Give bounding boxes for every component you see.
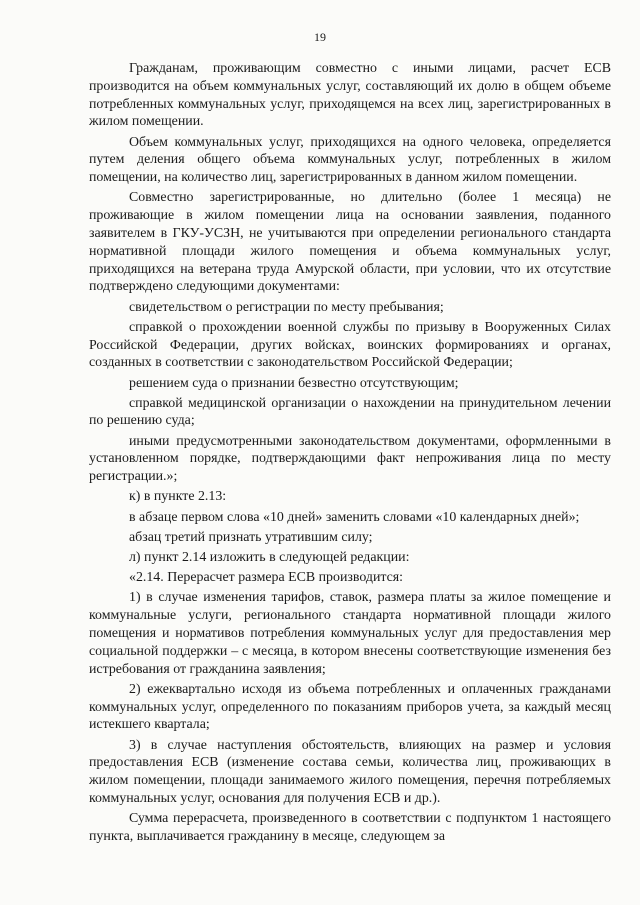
paragraph: Объем коммунальных услуг, приходящихся на одного человека, определяется путем деления общего объема коммунальных услуг, потребленных в жилом помещении, на количество лиц, зарегистрированных в данном жилом помещении. [89, 134, 611, 186]
paragraph: абзац третий признать утратившим силу; [129, 529, 373, 545]
paragraph: к) в пункте 2.13: [129, 489, 227, 505]
paragraph: решением суда о признании безвестно отсутствующим; [129, 375, 459, 391]
paragraph: иными предусмотренными законодательством документами, оформленными в установленном порядке, подтверждающими факт непроживания лица по месту регистрации.»; [89, 433, 611, 485]
paragraph: л) пункт 2.14 изложить в следующей редакции: [129, 550, 410, 566]
paragraph: 1) в случае изменения тарифов, ставок, размера платы за жилое помещение и коммунальные услуги, регионального стандарта нормативной площади жилого помещения и нормативов потребления коммунальных услуг для предоставления мер социальной поддержки – с месяца, в котором внесены соответствующие изменения без истребования от гражданина заявления; [89, 590, 611, 677]
paragraph: «2.14. Перерасчет размера ЕСВ производится: [129, 570, 404, 586]
paragraph: 2) ежеквартально исходя из объема потребленных и оплаченных гражданами коммунальных услуг, определенного по показаниям приборов учета, за каждый месяц истекшего квартала; [89, 681, 611, 733]
paragraph: в абзаце первом слова «10 дней» заменить словами «10 календарных дней»; [129, 509, 580, 525]
document-body [89, 60, 611, 848]
paragraph: 3) в случае наступления обстоятельств, влияющих на размер и условия предоставления ЕСВ (изменение состава семьи, количества лиц, проживающих в жилом помещении, площади занимаемого жилого помещения, перечня потребляемых коммунальных услуг, основания для получения ЕСВ и др.). [89, 737, 611, 806]
paragraph: Сумма перерасчета, произведенного в соответствии с подпунктом 1 настоящего пункта, выплачивается гражданину в месяце, следующем за [89, 811, 611, 844]
paragraph: Гражданам, проживающим совместно с иными лицами, расчет ЕСВ производится на объем коммунальных услуг, составляющий их долю в общем объеме потребленных коммунальных услуг, приходящемся на всех лиц, зарегистрированных в жилом помещении. [89, 61, 611, 130]
paragraph: свидетельством о регистрации по месту пребывания; [129, 299, 444, 315]
page-number: 19 [314, 30, 326, 44]
paragraph: справкой о прохождении военной службы по призыву в Вооруженных Силах Российской Федерации, других войсках, воинских формированиях и органах, созданных в соответствии с законодательством Российской Федерации; [89, 319, 611, 371]
paragraph: Совместно зарегистрированные, но длительно (более 1 месяца) не проживающие в жилом помещении лица на основании заявления, поданного заявителем в ГКУ-УСЗН, не учитываются при определении регионального стандарта нормативной площади жилого помещения и объема коммунальных услуг, приходящихся на ветерана труда Амурской области, при условии, что их отсутствие подтверждено следующими документами: [89, 190, 611, 295]
paragraph: справкой медицинской организации о нахождении на принудительном лечении по решению суда; [89, 395, 611, 429]
